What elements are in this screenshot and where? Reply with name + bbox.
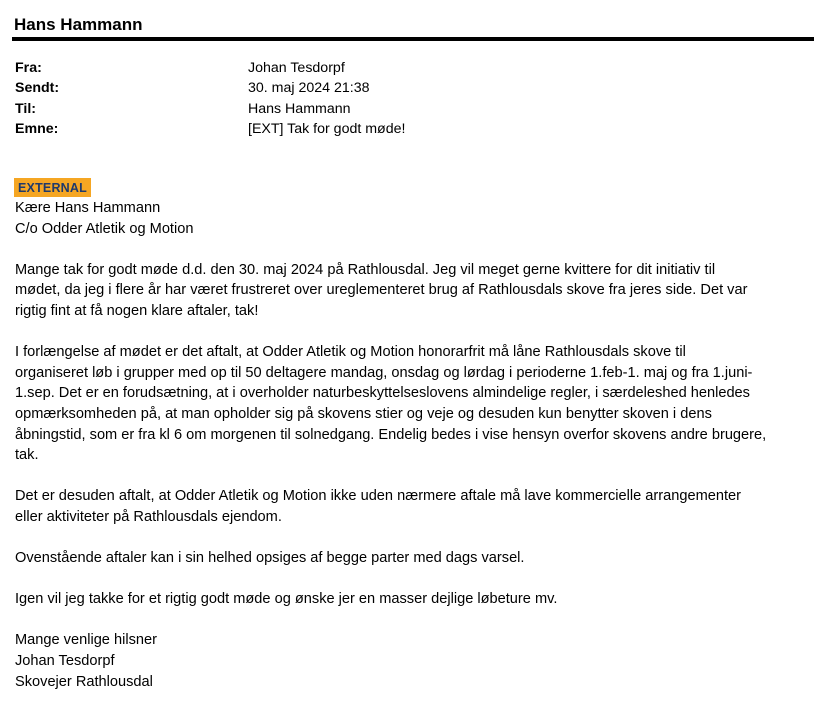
title-divider bbox=[12, 37, 814, 41]
paragraph-line: 1.sep. Det er en forudsætning, at i overholder naturbeskyttelseslovens almindelige regler, i særdeleshed henledes bbox=[15, 385, 750, 402]
sent-label: Sendt: bbox=[15, 80, 60, 97]
from-label: Fra: bbox=[15, 60, 42, 76]
from-value: Johan Tesdorpf bbox=[248, 60, 345, 76]
paragraph-line: Det er desuden aftalt, at Odder Atletik og Motion ikke uden nærmere aftale må lave kommercielle arrangementer bbox=[15, 488, 741, 505]
subject-row bbox=[15, 119, 405, 139]
paragraph-line: Mange tak for godt møde d.d. den 30. maj 2024 på Rathlousdal. Jeg vil meget gerne kvittere for dit initiativ til bbox=[15, 261, 716, 278]
from-row bbox=[15, 58, 405, 78]
paragraph-line: tak. bbox=[15, 447, 39, 464]
signature-line: Skovejer Rathlousdal bbox=[15, 673, 153, 690]
email-headers bbox=[15, 58, 405, 140]
sent-value: 30. maj 2024 21:38 bbox=[248, 80, 370, 97]
signature-line: Johan Tesdorpf bbox=[15, 653, 115, 670]
subject-value: [EXT] Tak for godt møde! bbox=[248, 121, 406, 138]
paragraph-line: Ovenstående aftaler kan i sin helhed opsiges af begge parter med dags varsel. bbox=[15, 550, 525, 567]
paragraph-line: I forlængelse af mødet er det aftalt, at Odder Atletik og Motion honorarfrit må låne Rathlousdals skove til bbox=[15, 344, 686, 361]
paragraph-spacer bbox=[15, 610, 811, 631]
signature-line: Mange venlige hilsner bbox=[15, 632, 157, 649]
to-value: Hans Hammann bbox=[248, 100, 351, 117]
greeting-line: C/o Odder Atletik og Motion bbox=[15, 220, 194, 237]
external-badge: EXTERNAL bbox=[14, 178, 91, 197]
paragraph-spacer bbox=[15, 239, 811, 260]
to-label: Til: bbox=[15, 100, 37, 117]
sent-row bbox=[15, 78, 405, 98]
paragraph-line: rigtig fint at få nogen klare aftaler, tak! bbox=[15, 302, 259, 319]
paragraph-line: Igen vil jeg takke for et rigtig godt møde og ønske jer en masser dejlige løbeture mv. bbox=[15, 591, 558, 608]
page-title: Hans Hammann bbox=[14, 15, 143, 34]
paragraph-line: mødet, da jeg i flere år har været frustreret over ureglementeret brug af Rathlousdals skove fra jeres side. Det var bbox=[15, 282, 748, 299]
paragraph-spacer bbox=[15, 322, 811, 343]
greeting-line: Kære Hans Hammann bbox=[15, 200, 161, 216]
email-body bbox=[15, 198, 811, 692]
to-row bbox=[15, 99, 405, 119]
paragraph-line: opmærksomheden på, at man opholder sig på skovens stier og veje og desuden kun benytter skoven i dens bbox=[15, 405, 712, 422]
paragraph-spacer bbox=[15, 528, 811, 549]
paragraph-line: åbningstid, som er fra kl 6 om morgenen til solnedgang. Endelig bedes i vise hensyn overfor skovens andre brugere, bbox=[15, 426, 767, 443]
paragraph-line: eller aktiviteter på Rathlousdals ejendom. bbox=[15, 508, 282, 525]
paragraph-spacer bbox=[15, 569, 811, 590]
paragraph-line: organiseret løb i grupper med op til 50 deltagere mandag, onsdag og lørdag i perioderne 1.feb-1. maj og fra 1.juni- bbox=[15, 364, 753, 381]
paragraph-spacer bbox=[15, 466, 811, 487]
subject-label: Emne: bbox=[15, 121, 59, 138]
